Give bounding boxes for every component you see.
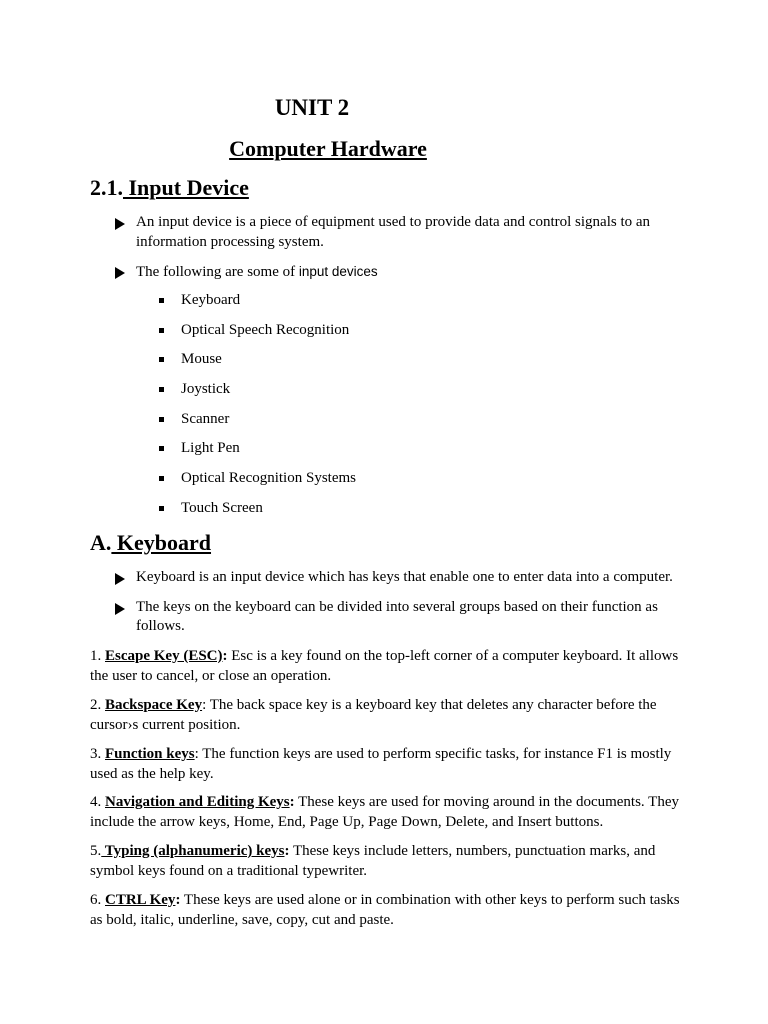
key-group-ctrl <box>90 891 680 930</box>
key-number: 3. <box>90 746 105 762</box>
bullet-text: The keys on the keyboard can be divided into several groups based on their function as follows. <box>136 598 658 634</box>
keyboard-bullets <box>112 568 682 637</box>
square-bullet-icon <box>159 417 164 422</box>
key-term: Function keys <box>105 746 195 762</box>
list-item <box>157 499 356 529</box>
square-bullet-icon <box>159 506 164 511</box>
key-group-navigation <box>90 793 680 832</box>
input-devices-list <box>157 291 356 529</box>
key-group-escape <box>90 647 680 686</box>
square-bullet-icon <box>159 446 164 451</box>
section-heading-keyboard <box>90 529 211 557</box>
key-group-function <box>90 745 680 784</box>
key-term: Navigation and Editing Keys <box>105 794 290 810</box>
key-colon: : <box>175 892 181 908</box>
key-description: : The function keys are used to perform specific tasks, for instance F1 is mostly used as the help key. <box>90 746 672 782</box>
key-description: These keys are used alone or in combination with other keys to perform such tasks as bold, italic, underline, save, copy, cut and paste. <box>90 892 680 928</box>
device-name: Light Pen <box>181 440 240 457</box>
key-description: Esc is a key found on the top-left corner of a computer keyboard. It allows the user to cancel, or close an operation. <box>90 648 679 684</box>
key-colon: : <box>284 843 290 859</box>
key-group-backspace <box>90 696 680 735</box>
key-term: Typing (alphanumeric) keys <box>101 843 285 859</box>
section-heading-input-device <box>90 174 249 202</box>
device-name: Touch Screen <box>181 499 263 516</box>
section-title: Keyboard <box>111 530 212 555</box>
list-item <box>157 469 356 499</box>
list-item <box>112 568 682 588</box>
key-term: Escape Key (ESC) <box>105 648 223 664</box>
input-device-bullets <box>112 213 682 283</box>
key-description: These keys include letters, numbers, punctuation marks, and symbol keys found on a traditional typewriter. <box>90 843 656 879</box>
device-name: Joystick <box>181 381 231 398</box>
section-letter: A. <box>90 530 112 555</box>
key-term: Backspace Key <box>105 697 203 713</box>
key-number: 6. <box>90 892 105 908</box>
square-bullet-icon <box>159 387 164 392</box>
arrow-bullet-icon <box>115 603 125 615</box>
key-number: 2. <box>90 697 105 713</box>
list-item <box>157 439 356 469</box>
bullet-text: Keyboard is an input device which has keys that enable one to enter data into a computer. <box>136 569 673 585</box>
section-number: 2.1. <box>90 175 123 200</box>
square-bullet-icon <box>159 328 164 333</box>
arrow-bullet-icon <box>115 267 125 279</box>
unit-title: UNIT 2 <box>274 95 350 120</box>
section-title: Input Device <box>123 175 249 200</box>
key-number: 4. <box>90 794 105 810</box>
device-name: Optical Speech Recognition <box>181 321 350 338</box>
list-item <box>157 380 356 410</box>
list-item <box>157 410 356 440</box>
bullet-text-sans: input devices <box>298 264 378 279</box>
list-item <box>112 262 682 283</box>
bullet-text: An input device is a piece of equipment used to provide data and control signals to an information processing system. <box>136 214 651 250</box>
arrow-bullet-icon <box>115 573 125 585</box>
list-item <box>112 598 682 637</box>
list-item <box>157 350 356 380</box>
list-item <box>157 291 356 321</box>
key-term: CTRL Key <box>105 892 176 908</box>
main-title: Computer Hardware <box>229 136 427 161</box>
key-description: : The back space key is a keyboard key that deletes any character before the cursor›s current position. <box>90 697 657 733</box>
arrow-bullet-icon <box>115 218 125 230</box>
key-number: 1. <box>90 648 105 664</box>
key-colon: : <box>222 648 228 664</box>
key-description: These keys are used for moving around in the documents. They include the arrow keys, Home, End, Page Up, Page Down, Delete, and Insert buttons. <box>90 794 679 830</box>
device-name: Scanner <box>181 410 230 427</box>
key-number: 5. <box>90 843 102 859</box>
list-item <box>112 213 682 252</box>
key-colon: : <box>289 794 295 810</box>
device-name: Optical Recognition Systems <box>181 470 356 487</box>
key-group-typing <box>90 842 680 881</box>
device-name: Keyboard <box>181 292 241 308</box>
square-bullet-icon <box>159 357 164 362</box>
square-bullet-icon <box>159 298 164 303</box>
device-name: Mouse <box>181 351 222 368</box>
bullet-text: The following are some of <box>136 264 299 280</box>
square-bullet-icon <box>159 476 164 481</box>
list-item <box>157 321 356 351</box>
